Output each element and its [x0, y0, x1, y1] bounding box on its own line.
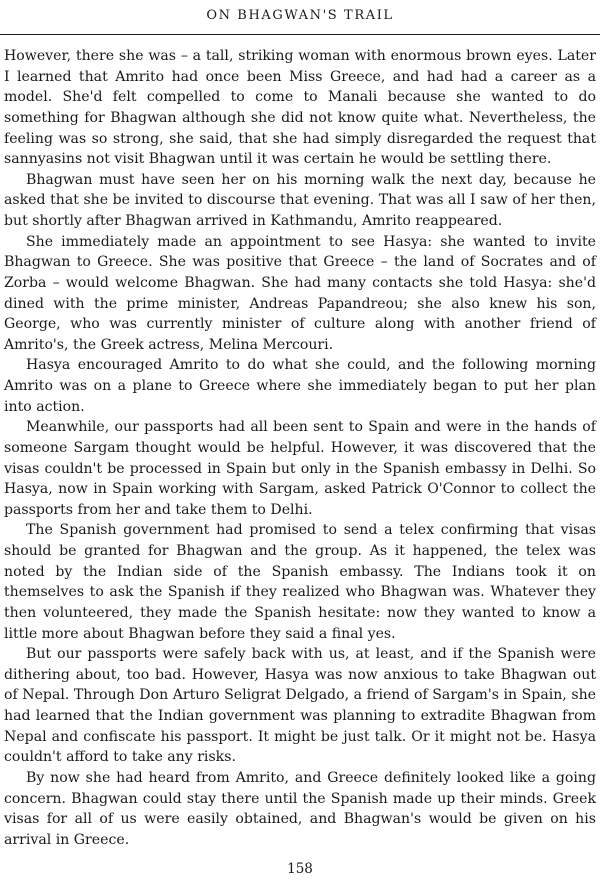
body-text	[4, 46, 596, 850]
running-head-title: ON BHAGWAN'S TRAIL	[206, 8, 394, 23]
paragraph: Bhagwan must have seen her on his morning walk the next day, because he asked that she be invited to discourse that evening. That was all I saw of her then, but shortly after Bhagwan arrived in Kathmandu, Amrito reappeared.	[4, 171, 596, 229]
paragraph: Hasya encouraged Amrito to do what she could, and the following morning Amrito was on a plane to Greece where she immediately began to put her plan into action.	[4, 357, 596, 415]
paragraph: She immediately made an appointment to see Hasya: she wanted to invite Bhagwan to Greece. She was positive that Greece – the land of Socrates and of Zorba – would welcome Bhagwan. She had many contacts she told Hasya: she'd dined with the prime minister, Andreas Papandreou; she also knew his son, George, who was currently minister of culture along with another friend of Amrito's, the Greek actress, Melina Mercouri.	[4, 233, 596, 353]
paragraph: But our passports were safely back with us, at least, and if the Spanish were dithering about, too bad. However, Hasya was now anxious to take Bhagwan out of Nepal. Through Don Arturo Seligrat Delgado, a friend of Sargam's in Spain, she had learned that the Indian government was planning to extradite Bhagwan from Nepal and confiscate his passport. It might be just talk. Or it might not be. Hasya couldn't afford to take any risks.	[4, 646, 596, 766]
header-rule	[0, 34, 600, 35]
paragraph: Meanwhile, our passports had all been sent to Spain and were in the hands of someone Sargam thought would be helpful. However, it was discovered that the visas couldn't be processed in Spain but only in the Spanish embassy in Delhi. So Hasya, now in Spain working with Sargam, asked Patrick O'Connor to collect the passports from her and take them to Delhi.	[4, 419, 596, 518]
paragraph: By now she had heard from Amrito, and Greece definitely looked like a going concern. Bhagwan could stay there until the Spanish made up their minds. Greek visas for all of us were easily obtained, and Bhagwan's would be given on his arrival in Greece.	[4, 769, 596, 848]
paragraph: However, there she was – a tall, striking woman with enormous brown eyes. Later I learned that Amrito had once been Miss Greece, and had had a career as a model. She'd felt compelled to come to Manali because she wanted to do something for Bhagwan although she did not know quite what. Nevertheless, the feeling was so strong, she said, that she had simply disregarded the request that sannyasins not visit Bhagwan until it was certain he would be settling there.	[4, 48, 596, 168]
page-number: 158	[287, 861, 313, 877]
paragraph: The Spanish government had promised to send a telex confirming that visas should be granted for Bhagwan and the group. As it happened, the telex was noted by the Indian side of the Spanish embassy. The Indians took it on themselves to ask the Spanish if they realized who Bhagwan was. Whatever they then volunteered, they made the Spanish hesitate: now they wanted to know a little more about Bhagwan before they said a final yes.	[4, 522, 596, 642]
